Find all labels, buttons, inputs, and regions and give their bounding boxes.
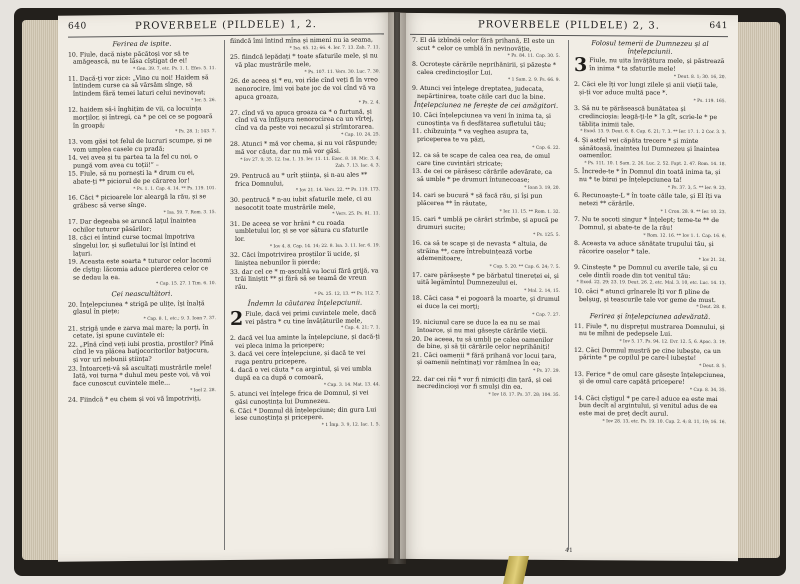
right-column-2	[574, 38, 726, 427]
paragraph-list	[412, 112, 560, 400]
verse-text: 12. ca să te scape de calea cea rea, de omul care ține cuvintări stricate;	[412, 151, 551, 168]
verse-text: 29. Pentrucă au * urît știința, și n-au ales ** frica Domnului,	[230, 171, 368, 188]
verse-text: 24. Fiindcă * eu chem și voi vă împotriviți,	[68, 395, 202, 404]
cross-reference: * 1 Împ. 3. 9, 12. Iac. 1. 5.	[321, 422, 380, 428]
left-page	[58, 12, 394, 562]
verse	[574, 81, 726, 105]
cross-reference: * Cap. 4. 21; 7. 1.	[341, 325, 380, 332]
cross-reference: * Iov 5. 17. Ps. 94. 12. Evr. 12. 5, 6. Apoc. 3. 19.	[619, 339, 726, 346]
verse-text: 28. Atunci * mă vor chema, și nu voi răspunde; mă vor căuta, dar nu mă vor găsi.	[230, 139, 378, 156]
verse-text: 4. dacă o vei căuta * ca argintul, și vei umbla după ea ca după o comoară,	[230, 365, 372, 382]
verse	[574, 395, 726, 427]
left-column-2	[230, 36, 380, 431]
cross-reference: * Iov 4. 8. Cap. 14. 14; 22. 8. Isa. 3. 11. Ier. 6. 19.	[269, 243, 380, 250]
verse	[412, 295, 560, 319]
cross-reference: * 1 Sam. 2. 9. Ps. 66. 9.	[508, 77, 560, 84]
verse	[230, 309, 380, 334]
page-number: 641	[709, 20, 728, 32]
verse	[68, 137, 216, 154]
left-column-1	[68, 38, 216, 405]
verse	[412, 85, 560, 101]
verse	[412, 112, 560, 128]
section-heading: Folosul temerii de Dumnezeu și al înțelepciunii.	[591, 39, 709, 56]
verse	[68, 74, 216, 106]
verse	[574, 137, 726, 169]
verse-text: 11. Fiule *, nu disprețui mustrarea Domnului, și nu te mîhni de pedepsele Lui.	[574, 322, 725, 339]
verse-text: 2. dacă vei lua aminte la înțelepciune, și dacă-ți vei pleca inima la pricepere;	[230, 333, 380, 350]
verse	[230, 390, 380, 407]
running-title: PROVERBELE (PILDELE) 2, 3.	[478, 19, 660, 32]
verse	[230, 406, 380, 431]
verse-text: 23. Întoarceți-vă să ascultați mustrările mele! Iată, voi turna * duhul meu peste voi, vă voi face cunoscut cuvintele mele...	[68, 363, 213, 388]
verse	[68, 364, 216, 396]
book-gutter	[388, 12, 406, 564]
cross-reference: * Cap. 5. 20. ** Cap. 6. 24; 7. 5.	[489, 264, 560, 270]
verse-text: 33. dar cel ce * m-ascultă va locui fără grijă, va trăi liniștit ** și fără să se teamă de vreun rău.	[230, 266, 379, 291]
verse	[230, 140, 380, 172]
cross-reference: * Ier. 11. 15. ** Rom. 1. 32.	[499, 209, 560, 215]
verse-text: 11. Dacă-ți vor zice: „Vino cu noi! Haidem să întindem curse ca să vărsăm sînge, să întindem fără temei laturi celui nevinovat;	[68, 73, 209, 98]
verse-text: 9. Cinstește * pe Domnul cu averile tale, și cu cele dintîi roade din tot venitul tău:	[574, 264, 718, 280]
cross-reference: * Exod. 13. 9. Deut. 6. 8. Cap. 6. 21; 7. 3. ** Ier. 17. 1. 2 Cor. 3. 3.	[580, 129, 726, 136]
cross-reference: * Deut. 8. 1; 30. 16, 20.	[673, 74, 726, 80]
cross-reference: * Iov 21. 24.	[698, 257, 726, 263]
verse	[412, 376, 560, 400]
verse	[68, 105, 216, 137]
cross-reference: * Rom. 12. 16. ** Iov 1. 1. Cap. 16. 6.	[643, 233, 726, 239]
verse	[68, 340, 216, 365]
paragraph-list	[574, 54, 726, 312]
verse-text: 6. Recunoaște-L * în toate căile tale, și El îți va netezi ** cărările.	[574, 192, 722, 208]
paragraph-list	[574, 323, 726, 427]
verse	[68, 169, 216, 194]
verse-text: 21. strigă unde e zarva mai mare; la porți, în cetate, își spune cuvintele ei:	[68, 323, 209, 340]
paragraph-list	[230, 309, 380, 430]
verse-text: 31. De aceea se vor hrăni * cu roada umbletului lor, și se vor sătura cu sfaturile lor.	[230, 219, 369, 244]
verse-text: 6. Căci * Domnul dă înțelepciune; din gura Lui iese cunoștința și pricepere.	[230, 405, 377, 423]
right-page-header	[410, 19, 728, 35]
verse-text: 13. Ferice * de omul care găsește înțelepciunea, și de omul care capătă pricepere!	[574, 370, 726, 387]
cross-reference: * Isa. 65. 12; 66. 4. Ier. 7. 13. Zah. 7. 11.	[289, 45, 380, 52]
cross-reference: * Ps. 111. 10. 1 Sam. 2. 26. Luc. 2. 52. Fapt. 2. 47. Rom. 14. 18.	[584, 161, 726, 168]
verse	[412, 192, 560, 216]
verse	[68, 257, 216, 289]
verse-text: 21. Căci oamenii * fără prihană vor locui țara, și oamenii neîntinați vor rămînea în ea;	[412, 351, 557, 368]
verse-text: 30. pentrucă * n-au iubit sfaturile mele, ci au nesocotit toate mustrările mele,	[230, 195, 372, 212]
cross-reference: * Isa. 59. 7. Rom. 3. 15.	[163, 209, 216, 216]
verse-text: 14. vei avea și tu partea ta la fel cu noi, o pungă vom avea cu toții!” –	[68, 153, 198, 170]
verse-text: 18. Căci casa * ei pogoară la moarte, și drumul ei duce la cei morți;	[412, 295, 560, 311]
verse-text: 22. „Pînă cînd veți iubi prostia, prostilor? Pînă cînd le va plăcea batjocoritorilor batjocura, și vor urî nebunii știința?	[68, 339, 214, 364]
verse	[230, 251, 380, 268]
page-number: 640	[68, 21, 87, 32]
cross-reference: * Exod. 22. 29; 23. 19. Deut. 26. 2, etc. Mal. 3. 10, etc. Luc. 14. 13.	[576, 280, 726, 287]
verse-text: 16. ca să te scape și de nevasta * altuia, de străina **, care întrebuințează vorbe ademenitoare,	[412, 239, 548, 263]
cross-reference: * Ps. 107. 11. Vers. 30. Luc. 7. 30.	[304, 68, 380, 75]
cross-reference: * Ps. 119. 165.	[693, 98, 726, 104]
cross-reference: * Gen. 39. 7, etc. Ps. 1. 1. Efes. 5. 11.	[133, 66, 216, 73]
bookmark-ribbon	[503, 556, 529, 584]
verse	[230, 267, 380, 299]
verse	[574, 347, 726, 371]
verse-text: 12. haidem să-i înghițim de vii, ca locuința morților, și întregi, ca * pe cei ce se pogoară în groapă;	[68, 105, 213, 130]
verse-text: 13. de cei ce părăsesc cărările adevărate, ca să umble * pe drumuri întunecoase;	[412, 168, 553, 184]
verse	[574, 371, 726, 395]
paragraph-list	[230, 36, 380, 299]
verse-text: 19. niciunul care se duce la ea nu se mai întoarce, și nu mai găsește cărările vieții.	[412, 319, 548, 335]
cross-reference: * Ps. 37. 29.	[533, 368, 560, 375]
cross-reference: * Iov 21. 14. Vers. 22. ** Ps. 119. 173.	[295, 187, 380, 194]
right-page-edges	[734, 22, 780, 558]
paragraph-list	[68, 300, 216, 405]
page-footer: 41	[565, 546, 573, 555]
verse	[574, 216, 726, 240]
cross-reference: * Ioan 3. 19, 20.	[524, 185, 560, 191]
verse	[68, 395, 216, 404]
cross-reference: * Cap. 6. 22.	[532, 145, 560, 151]
verse-text: 20. Înţelepciunea * strigă pe ulițe, își înalță glasul în piețe;	[68, 299, 205, 316]
verse	[412, 240, 560, 272]
running-title: PROVERBELE (PILDELE) 1, 2.	[135, 19, 317, 32]
verse	[68, 153, 216, 170]
section-heading: Ferirea și înțelepciunea adevărată.	[589, 312, 711, 322]
verse	[230, 108, 380, 140]
verse-text: 18. căci ei întind curse tocmai împotriva sîngelui lor, și sufletului lor își întind ei laţuri.	[68, 233, 196, 258]
verse	[68, 233, 216, 258]
verse	[68, 300, 216, 325]
verse-text: 2. Căci ele îți vor lungi zilele și anii vieții tale, și-ți vor aduce multă pace *.	[574, 81, 718, 97]
verse-text: 26. de aceea și * eu, voi rîde cînd veți fi în vreo nenorocire, îmi voi bate joc de voi cînd vă va apuca groaza,	[230, 76, 378, 101]
cross-reference: * Ps. 37. 3, 5. ** Ier. 9. 23.	[667, 185, 726, 191]
verse	[230, 219, 380, 251]
cross-reference: * Ier. 5. 26.	[191, 97, 216, 104]
verse-text: Fiule, nu uita învățătura mele, și păstrează în inima * ta sfaturile mele!	[589, 57, 725, 73]
chapter-drop-cap: 3	[574, 54, 588, 77]
cross-reference: * Ps. 125. 5.	[533, 233, 560, 239]
cross-reference: * Ps. 28. 1; 143. 7.	[175, 129, 216, 135]
cross-reference: * Deut. 28. 8.	[696, 305, 726, 311]
verse	[68, 193, 216, 218]
verse-text: fiindcă îmi întind mîna și nimeni nu ia seama,	[230, 36, 373, 45]
verse	[230, 171, 380, 196]
verse-text: 7. El dă izbîndă celor fără prihană, El este un scut * celor ce umblă în nevinovăție,	[412, 36, 555, 53]
verse	[412, 319, 560, 335]
verse-text: 15. cari * umblă pe cărări strîmbe, și apucă pe drumuri sucite;	[412, 215, 559, 232]
cross-reference: * Mal. 2. 14, 15.	[524, 288, 560, 294]
verse	[412, 61, 560, 85]
verse	[412, 216, 560, 240]
cross-reference: * Cap. 10. 24, 25.	[341, 132, 380, 138]
verse-text: 9. Atunci vei înțelege dreptatea, judecata, nepărtinirea, toate căile cari duc la bine.	[412, 84, 546, 101]
section-heading: Înțelepciunea ne ferește de cei amăgitori.	[413, 101, 559, 111]
verse	[230, 350, 380, 367]
verse-text: 3. Să nu te părăsească bunătatea și credincioșia: leagă-ți-le * la gît, scrie-le * pe tăblița inimii tale.	[574, 105, 717, 129]
cross-reference: * Ps. 2. 4.	[358, 100, 380, 106]
verse-text: 25. fiindcă lepădați * toate sfaturile mele, și nu vă plac mustrările mele,	[230, 52, 378, 69]
verse	[574, 323, 726, 347]
verse	[574, 240, 726, 264]
verse-text: 10. căci * atunci grînarele îți vor fi pline de belșug, și teascurile tale vor geme de must.	[574, 288, 716, 304]
verse	[230, 195, 380, 220]
verse-text: 5. Încrede-te * în Domnul din toată inima ta, și nu * te bizui pe înțelepciunea ta!	[574, 168, 721, 184]
column-rule	[568, 40, 569, 550]
cross-reference: * Cap. 8. 34, 35.	[689, 387, 726, 394]
verse	[412, 152, 560, 168]
verse	[412, 37, 560, 61]
verse	[412, 335, 560, 351]
verse-text: 4. Și astfel vei căpăta trecere * și minte sănătoasă, înaintea lui Dumnezeu și înaintea oamenilor.	[574, 136, 720, 160]
cross-reference: * 1 Cron. 28. 9. ** Ier. 10. 23.	[660, 209, 726, 215]
verse-text: 3. dacă vei cere înțelepciune, și dacă te vei ruga pentru pricepere,	[230, 349, 366, 366]
verse-text: Fiule, dacă vei primi cuvintele mele, dacă vei păstra * cu tine învățăturile mele,	[245, 309, 377, 326]
verse	[574, 192, 726, 216]
verse	[412, 271, 560, 295]
paragraph-list	[412, 37, 560, 101]
verse	[68, 217, 216, 234]
verse	[574, 264, 726, 288]
verse	[230, 76, 380, 108]
chapter-drop-cap: 2	[230, 307, 244, 331]
cross-reference: * Ps. 84. 11. Cap. 30. 5.	[507, 53, 560, 60]
verse-text: 12. Căci Domnul mustră pe cine iubește, ca un părinte * pe copilul pe care-l iubește!	[574, 346, 721, 363]
verse-text: 20. De aceea, tu să umbli pe calea oamenilor de bine, și să ții cărările celor neprihăniți!	[412, 335, 554, 352]
verse-text: 17. care părăsește * pe bărbatul tinereței ei, și uită legămîntul Dumnezeului ei.	[412, 271, 559, 287]
verse-text: 16. Căci * picioarele lor aleargă la rău, și se grăbesc să verse sînge.	[68, 193, 207, 210]
cross-reference: * Iov 18. 17. Ps. 37. 28; 104. 35.	[488, 392, 560, 399]
cross-reference: * Cap. 3. 14. Mat. 13. 44.	[323, 382, 380, 388]
verse-text: 14. cari se bucură * să facă rău, și își pun plăcerea ** în răutate,	[412, 192, 543, 208]
verse	[574, 105, 726, 137]
verse-text: 8. Ocrotește cărările neprihănirii, și păzește * calea credincioșilor Lui.	[412, 60, 556, 77]
cross-reference: * Ps. 1. 1. Cap. 4. 14. ** Ps. 119. 101.	[133, 185, 216, 192]
verse-text: 10. Căci înțelepciunea va veni în inima ta, și cunoștința va fi desfătarea sufletului tău;	[412, 111, 551, 128]
verse-text: 10. Fiule, dacă niște păcătoși vor să te amăgească, nu te lăsa cîștigat de ei!	[68, 50, 189, 67]
verse	[412, 128, 560, 152]
cross-reference: * Deut. 8. 5.	[699, 364, 726, 370]
verse	[574, 168, 726, 192]
right-page	[400, 13, 738, 561]
verse-text: 11. chibzuința * va veghea asupra ta, priceperea te va păzi,	[412, 128, 529, 144]
cross-reference: * Cap. 7. 27.	[532, 312, 560, 318]
verse-text: 14. Căci cîștigul * pe care-l aduce ea este mai bun decît al argintului, și venitul adus de ea este mai de preț decît aurul.	[574, 394, 718, 418]
section-heading: Îndemn la căutarea înțelepciunii.	[247, 298, 363, 309]
cross-reference: * Iov 27. 9; 35. 12. Isa. 1. 15. Ier. 11. 11. Ezec. 8. 18. Mic. 3. 4. Zah. 7. 13. Iac. 4. 3.	[240, 156, 380, 170]
verse-text: 22. dar cei răi * vor fi nimiciți din țară, și cei necredincioși vor fi smulși din ea.	[412, 375, 552, 392]
right-column-1	[412, 37, 560, 401]
verse-text: 17. Dar degeaba se aruncă laţul înaintea ochilor tuturor păsărilor;	[68, 217, 197, 234]
verse	[412, 168, 560, 192]
cross-reference: * Ioel 2. 28.	[190, 387, 216, 394]
verse-text: 8. Aceasta va aduce sănătate trupului tău, și răcorire oaselor * tale.	[574, 240, 714, 256]
section-heading: Ferirea de ispite.	[112, 39, 172, 49]
verse	[412, 352, 560, 376]
verse	[230, 333, 380, 350]
cross-reference: * Cap. 15. 27. 1 Tim. 6. 10.	[156, 281, 216, 287]
verse	[574, 288, 726, 312]
cross-reference: * Cap. 8. 1, etc.; 9. 3. Ioan 7. 37.	[143, 316, 216, 322]
verse-text: 13. vom găsi tot felul de lucruri scumpe, și ne vom umplea casele cu pradă;	[68, 136, 212, 154]
verse	[230, 366, 380, 391]
paragraph-list	[68, 50, 216, 290]
verse	[574, 54, 726, 81]
verse-text: 27. cînd vă va apuca groaza ca * o furtună, și cînd vă va înfășura nenorocirea ca un vîrtej, cînd va da peste voi necazul și strîmtorarea.	[230, 108, 374, 133]
verse	[68, 50, 216, 75]
cross-reference: * Vers. 25. Ps. 81. 11.	[332, 211, 380, 218]
cross-reference: * Iov 28. 13, etc. Ps. 19. 10. Cap. 2. 4; 8. 11, 19; 16. 16.	[602, 418, 726, 425]
verse	[68, 324, 216, 341]
verse-text: 7. Nu te socoti singur * înțelept; teme-te ** de Domnul, și abate-te de la rău!	[574, 216, 719, 232]
column-rule	[224, 40, 225, 550]
verse-text: 32. Căci împotrivirea proștilor îi ucide, și liniștea nebunilor îi pierde;	[230, 250, 360, 267]
verse	[230, 36, 380, 53]
verse-text: 19. Aceasta este soarta * tuturor celor lacomi de cîștig: lăcomia aduce pierderea celor ce se dedau la ea.	[68, 257, 212, 282]
section-heading: Cei neascultători.	[111, 289, 173, 299]
cross-reference: * Ps. 25. 12, 13. ** Ps. 112. 7.	[314, 291, 380, 297]
verse	[230, 53, 380, 78]
verse-text: 5. atunci vei înțelege frica de Domnul, și vei găsi cunoștința lui Dumnezeu.	[230, 389, 369, 406]
verse-text: 15. Fiule, să nu pornești la * drum cu ei, abate-ți ** piciorul de pe cărarea lor!	[68, 169, 195, 186]
